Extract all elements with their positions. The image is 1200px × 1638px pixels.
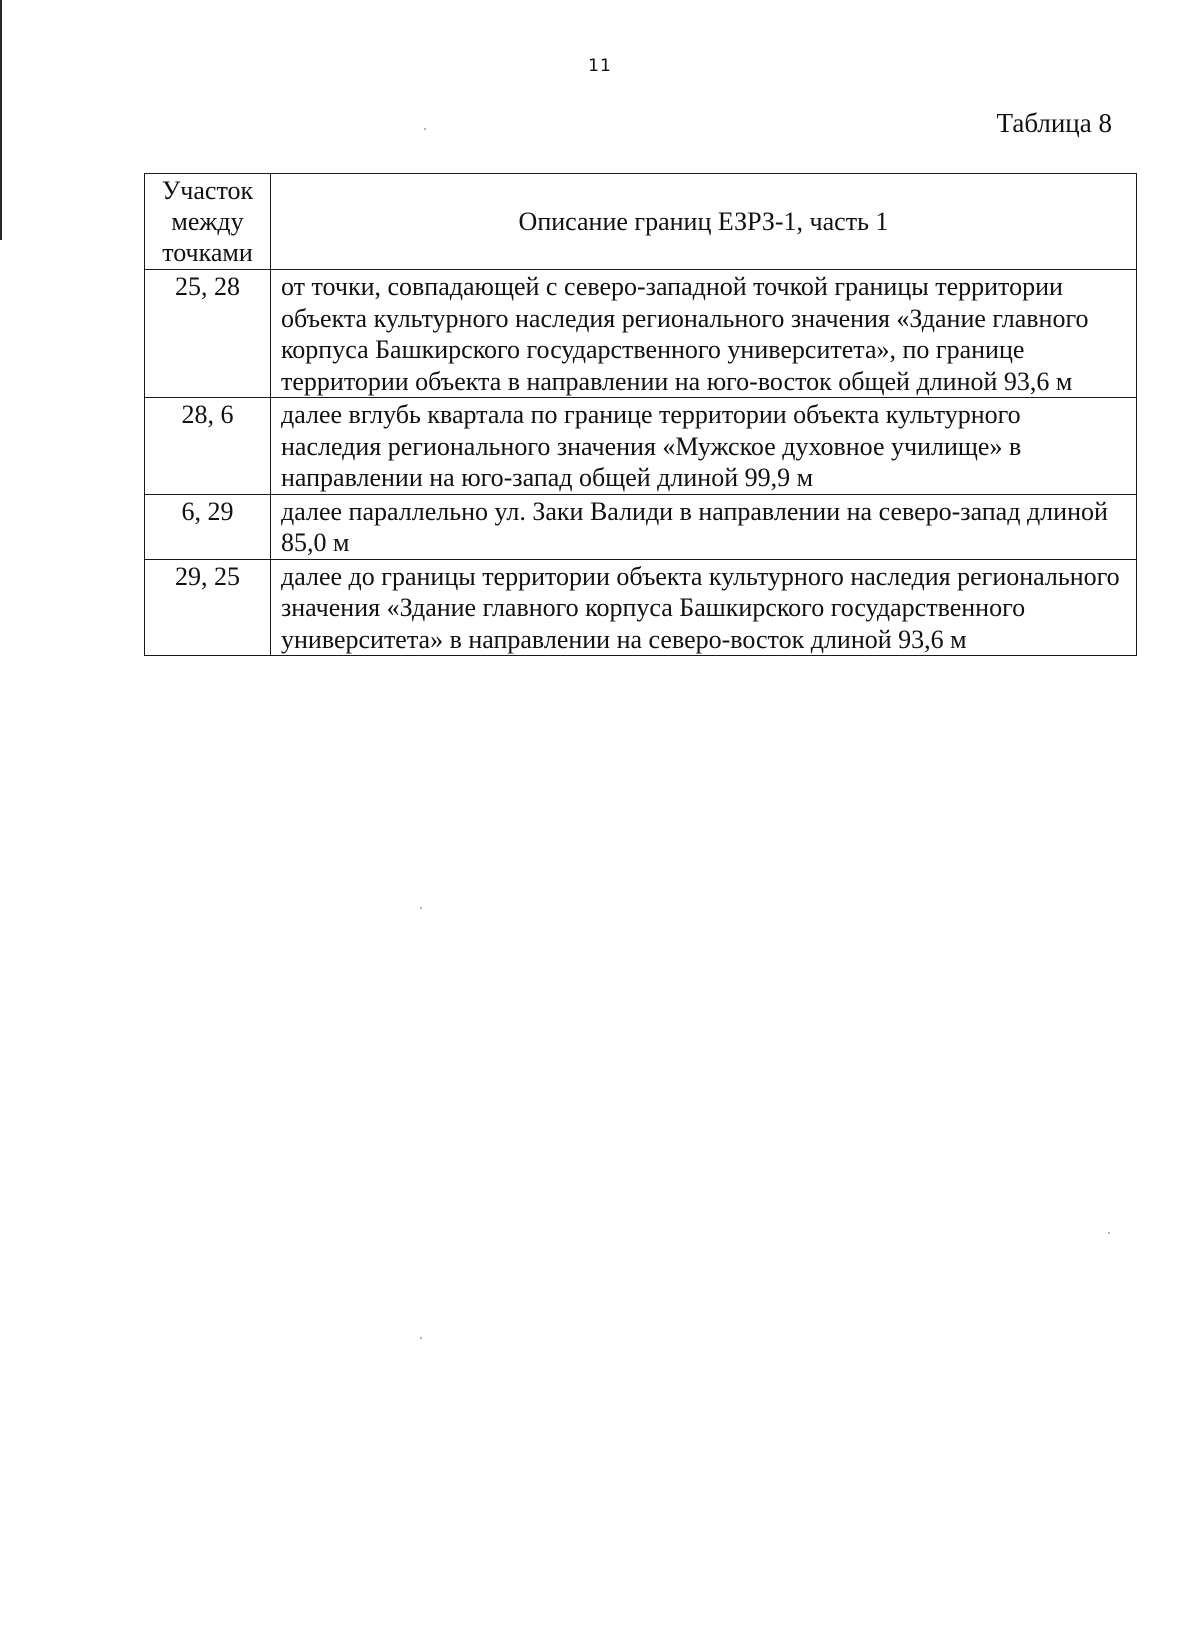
page-number: 11: [588, 56, 612, 76]
table-caption: Таблица 8: [996, 108, 1112, 138]
scan-edge-mark: [0, 0, 2, 240]
cell-description: далее до границы территории объекта культурного наследия регионального значения «Здание главного корпуса Башкирского государственного университета» в направлении на северо-восток длиной 93,6 м: [271, 559, 1137, 656]
cell-description: далее параллельно ул. Заки Валиди в направлении на северо-запад длиной 85,0 м: [271, 494, 1137, 559]
cell-description: от точки, совпадающей с северо-западной точкой границы территории объекта культурного наследия регионального значения «Здание главного корпуса Башкирского государственного университета», по границе территории объекта в направлении на юго-восток общей длиной 93,6 м: [271, 270, 1137, 398]
table-row: [145, 494, 1137, 559]
table-row: [145, 559, 1137, 656]
header-description: Описание границ ЕЗРЗ-1, часть 1: [271, 174, 1137, 270]
header-points: Участок между точками: [145, 174, 271, 270]
table-header-row: [145, 174, 1137, 270]
scan-speck: [1108, 1232, 1110, 1234]
cell-points: 25, 28: [145, 270, 271, 398]
scan-speck: [420, 907, 422, 909]
boundary-table: [144, 173, 1137, 656]
cell-points: 28, 6: [145, 398, 271, 495]
cell-points: 6, 29: [145, 494, 271, 559]
table-row: [145, 398, 1137, 495]
scan-speck: [424, 128, 426, 130]
cell-points: 29, 25: [145, 559, 271, 656]
cell-description: далее вглубь квартала по границе территории объекта культурного наследия регионального значения «Мужское духовное училище» в направлении на юго-запад общей длиной 99,9 м: [271, 398, 1137, 495]
table-row: [145, 270, 1137, 398]
scan-speck: [420, 1337, 422, 1339]
